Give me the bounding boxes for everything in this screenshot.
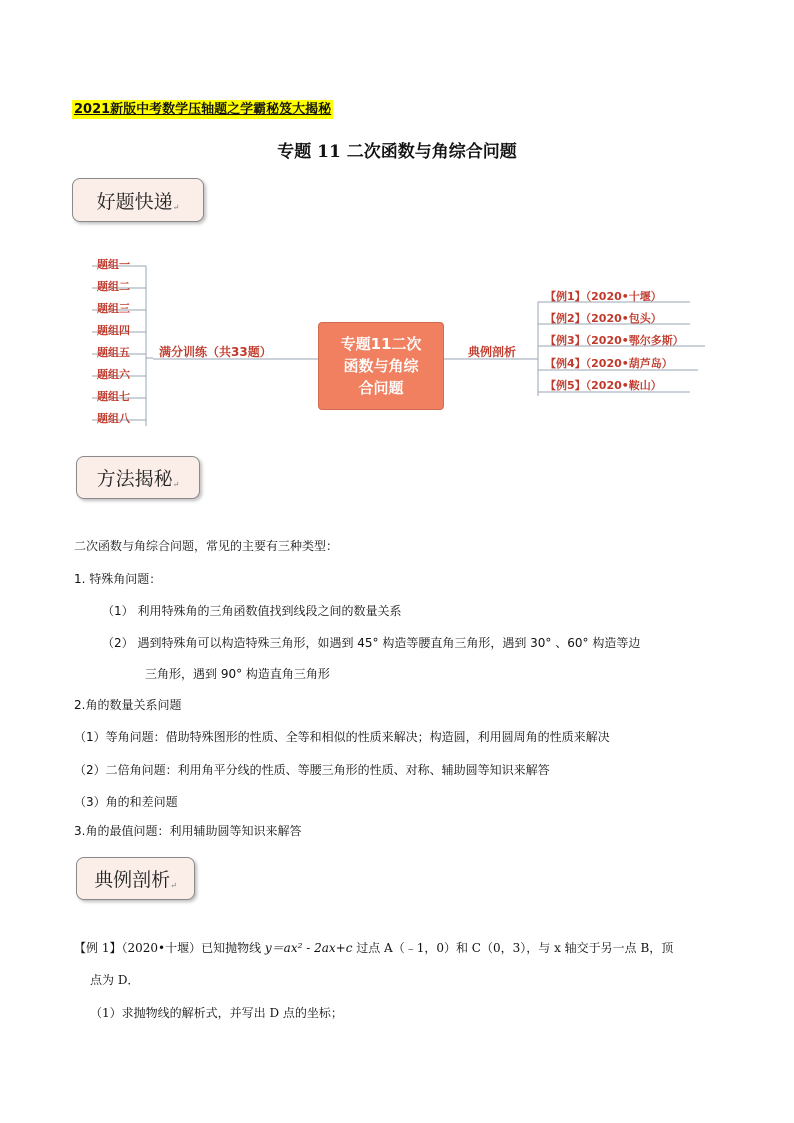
return-mark: ↵: [170, 881, 177, 890]
example-1-statement: [74, 940, 673, 956]
method-type-2-item-1: （1）等角问题：借助特殊图形的性质、全等和相似的性质来解决；构造圆，利用圆周角的性质来解决: [74, 730, 610, 744]
section-examples-label: 典例剖析: [94, 869, 171, 891]
mindmap-center-node: [318, 322, 444, 410]
method-type-3: 3.角的最值问题：利用辅助圆等知识来解答: [74, 824, 302, 838]
mindmap-example-item: 【例3】（2020•鄂尔多斯）: [545, 334, 684, 347]
section-method-header: [76, 456, 200, 499]
series-banner: 2021新版中考数学压轴题之学霸秘笈大揭秘: [74, 102, 332, 117]
method-type-2-item-3: （3）角的和差问题: [74, 795, 178, 809]
section-method-label: 方法揭秘: [96, 468, 173, 490]
mindmap-example-item: 【例5】（2020•鞍山）: [545, 379, 662, 392]
section-examples-header: [76, 857, 195, 900]
mindmap-group-item: 题组二: [97, 280, 130, 293]
method-type-1-item-2: （2） 遇到特殊角可以构造特殊三角形，如遇到 45° 构造等腰直角三角形，遇到 30° 、60° 构造等边: [102, 636, 641, 650]
return-mark: ↵: [172, 480, 180, 489]
page-title: 专题 11 二次函数与角综合问题: [277, 142, 517, 162]
method-intro: 二次函数与角综合问题，常见的主要有三种类型：: [74, 539, 339, 553]
mindmap-left-branch: 满分训练（共33题）: [159, 345, 272, 359]
section-quick-header: [72, 178, 204, 222]
method-type-2: 2.角的数量关系问题: [74, 698, 182, 712]
mindmap-center-line: 专题11二次: [340, 335, 422, 353]
mindmap-group-item: 题组六: [97, 368, 130, 381]
method-type-1: 1. 特殊角问题：: [74, 572, 162, 586]
example-1-question-1: （1）求抛物线的解析式，并写出 D 点的坐标；: [90, 1006, 343, 1020]
mindmap-example-item: 【例4】（2020•葫芦岛）: [545, 357, 673, 370]
mindmap-group-item: 题组五: [97, 346, 130, 359]
example-1-statement-cont: 点为 D．: [90, 973, 140, 987]
mindmap-group-item: 题组三: [97, 302, 130, 315]
mindmap-center-line: 函数与角综: [343, 357, 419, 375]
mindmap-group-item: 题组四: [97, 324, 130, 337]
mindmap-group-item: 题组八: [97, 412, 130, 425]
mindmap-example-item: 【例1】（2020•十堰）: [545, 290, 662, 303]
example-1-text-b: 过点 A（﹣1，0）和 C（0，3），与 x 轴交于另一点 B，顶: [352, 941, 674, 955]
mindmap-group-item: 题组一: [97, 258, 130, 271]
return-mark: ↵: [172, 203, 180, 212]
section-quick-label: 好题快递: [96, 190, 173, 213]
method-type-2-item-2: （2）二倍角问题：利用角平分线的性质、等腰三角形的性质、对称、辅助圆等知识来解答: [74, 763, 550, 777]
example-1-text-a: 【例 1】（2020•十堰）已知抛物线: [74, 941, 265, 955]
method-type-1-item-1: （1） 利用特殊角的三角函数值找到线段之间的数量关系: [102, 604, 402, 618]
mindmap-group-item: 题组七: [97, 390, 130, 403]
method-type-1-item-2-cont: 三角形，遇到 90° 构造直角三角形: [145, 667, 330, 681]
mindmap-example-item: 【例2】（2020•包头）: [545, 312, 662, 325]
mindmap-right-branch: 典例剖析: [468, 345, 517, 359]
example-1-formula: y＝ax² - 2ax+c: [264, 941, 353, 955]
mindmap-center-line: 合问题: [358, 379, 404, 397]
